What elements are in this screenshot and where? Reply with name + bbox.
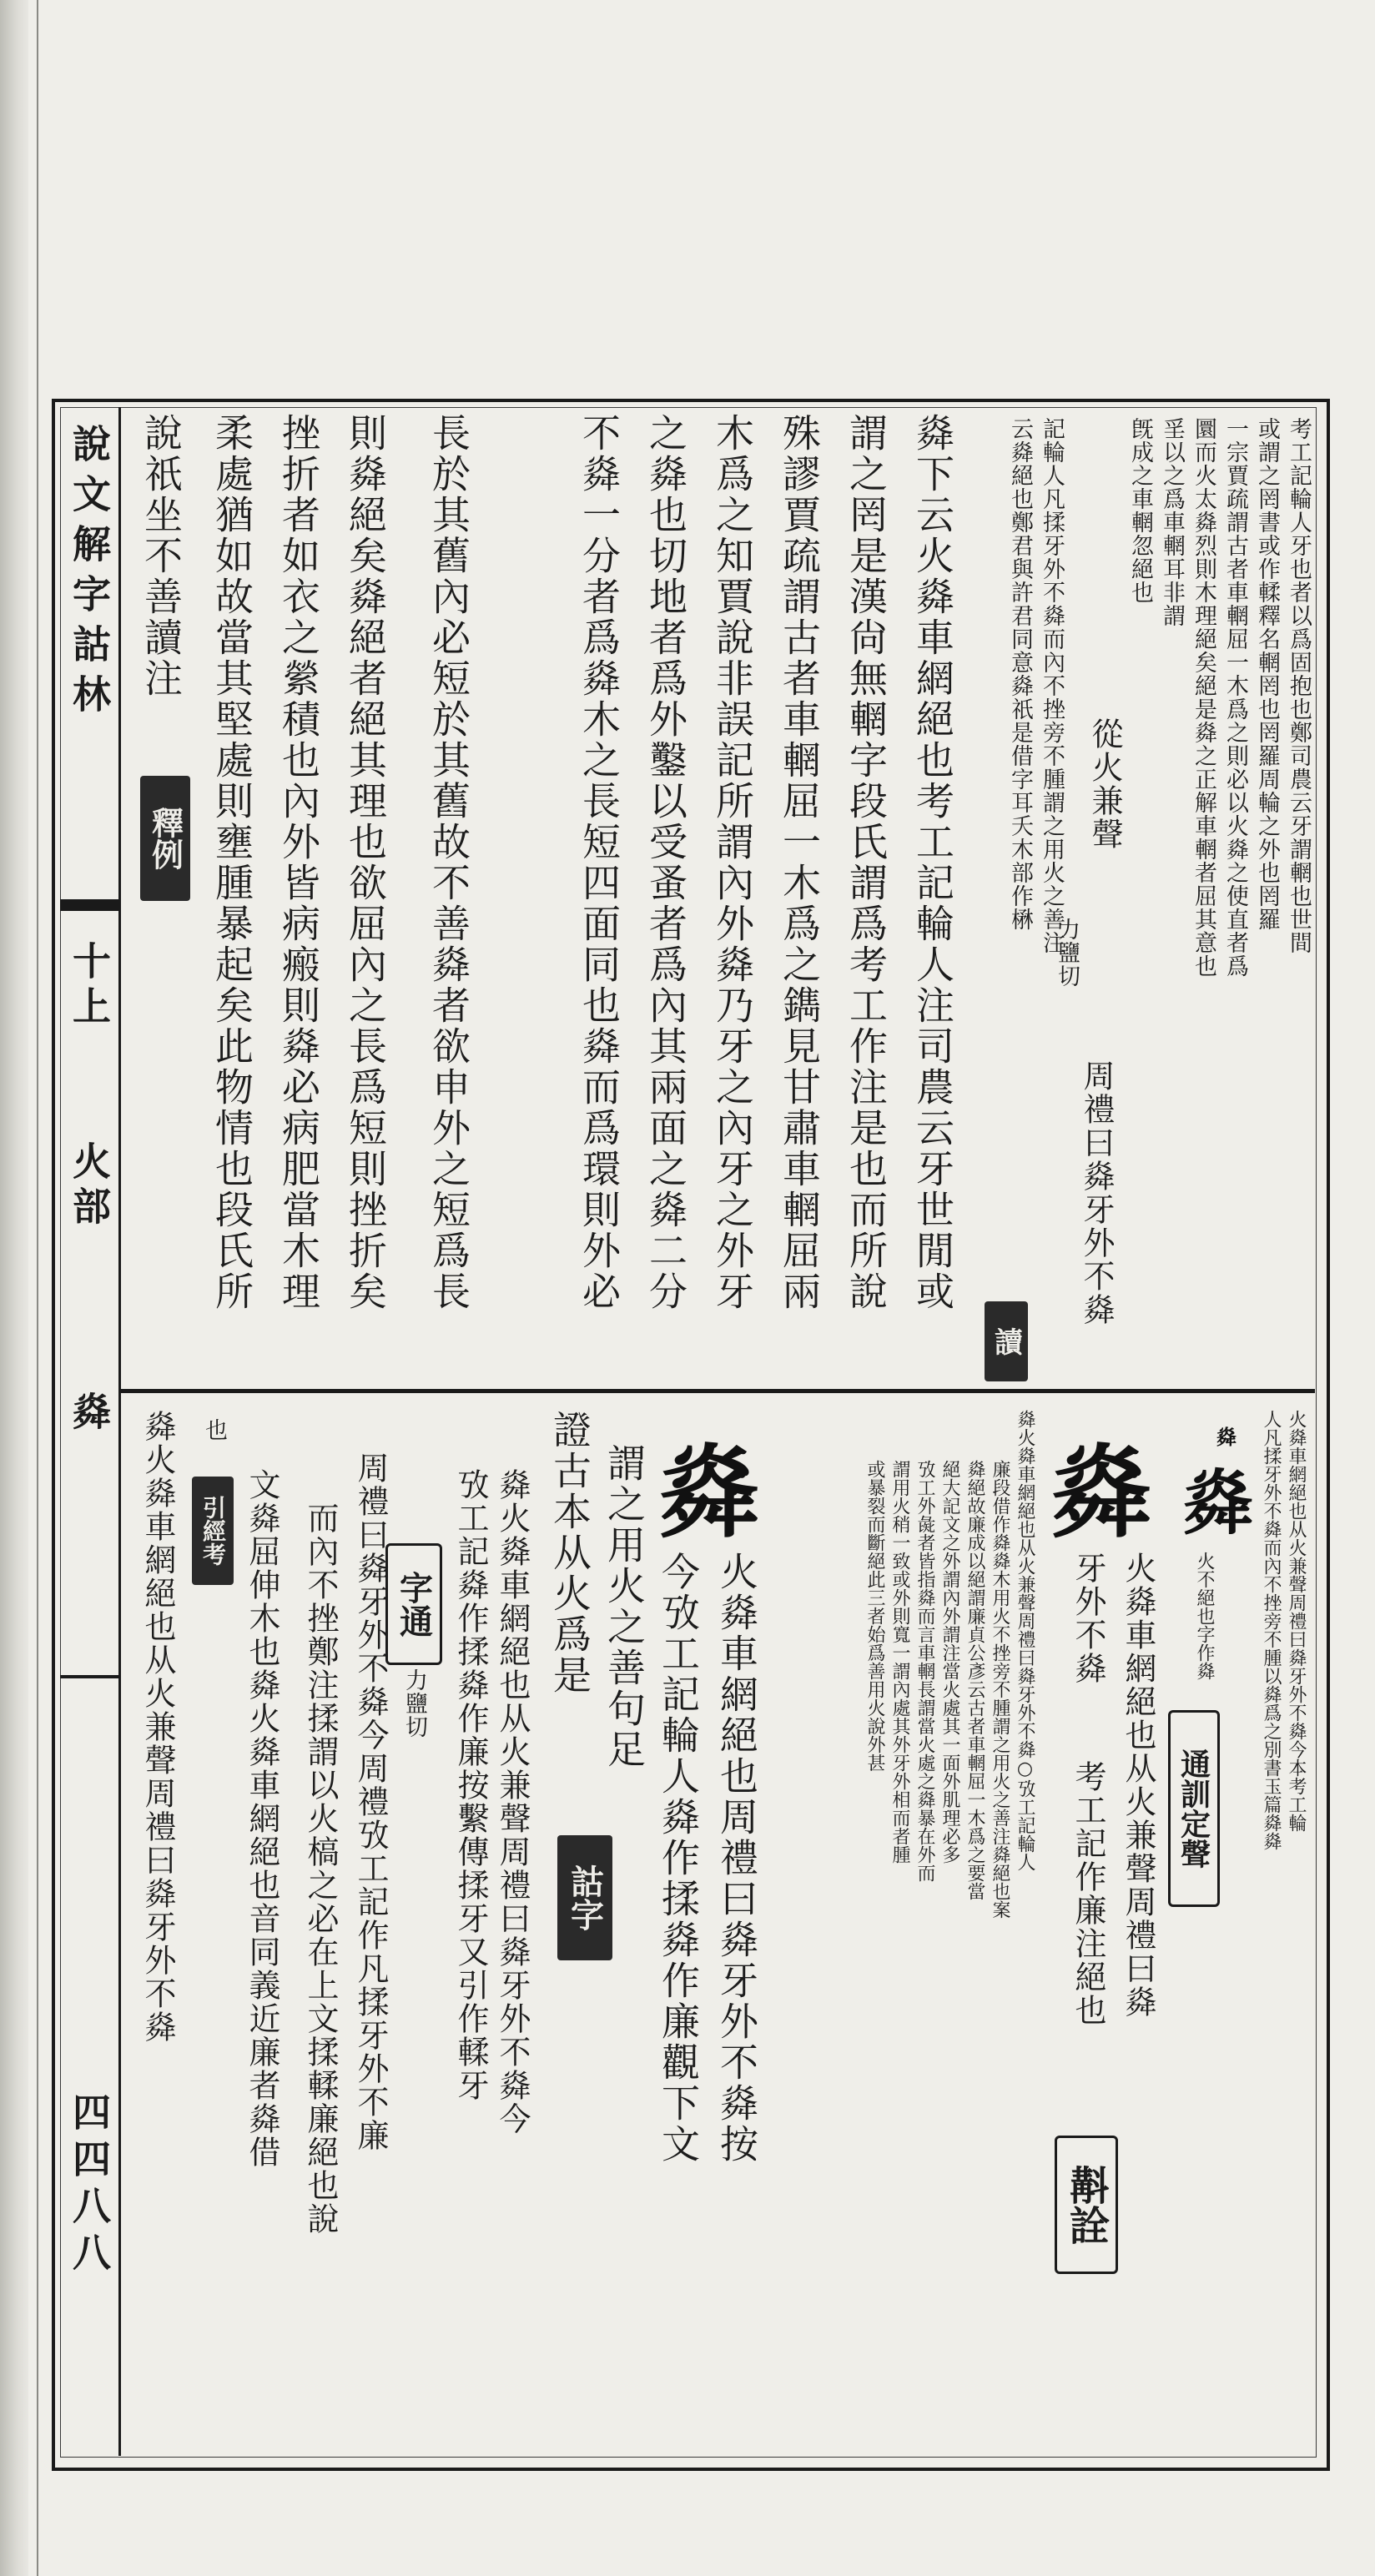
upper-note-col-8: 云㷠絕也鄭君與許君同意㷠祇是借字耳夭木部作楙 [1007,417,1033,931]
top-right-small-col-1: 火㷠車網絕也从火兼聲周禮曰㷠牙外不㷠今本考工輪 [1286,1410,1307,1832]
upper-mid-note-b: 力鹽切 [1054,918,1080,988]
page-number [60,2092,118,2279]
upper-main-col-11: 說祇坐不善讀注 [139,413,184,699]
badge-zitong-text: 字通 [394,1571,434,1638]
upper-main-col-7: 長於其舊內必短於其舊故不善㷠者欲申外之短爲長 [426,413,471,1312]
book-spine [0,0,28,2576]
upper-note-col-4: 圜而火太㷠烈則木理絕矣絕是㷠之正解車輞者屈其意也 [1191,417,1216,978]
seal-top-note: 火不絕也字作㷠 [1194,1552,1215,1680]
kuo-col-4: 證古本从火爲是 [547,1410,592,1696]
zitong-note: 力鹽切 [401,1668,427,1738]
badge-tongxun [1168,1710,1220,1907]
spine-edge-line [37,0,38,2576]
section-label-text: 十上 [67,941,112,1031]
zitong-col-2: 攷工記㷠作揉㷠作廉按繫傳揉牙又引作輮牙 [452,1468,489,2102]
upper-main-col-4: 木爲之知賈說非誤記所謂內外㷠乃牙之內牙之外牙 [710,413,755,1312]
seal-glyph-main [1043,1418,1160,1552]
dense-col-6: 謂用火稍一致或外則寬一謂內處其外牙外相而者腫 [889,1460,910,1864]
section-label [60,941,118,1031]
seal-top-small-char: 㷠 [1216,1424,1236,1449]
upper-mid-note-a: 從火兼聲 [1086,717,1123,851]
upper-main-col-3: 殊謬賈疏謂古者車輞屈一木爲之鐫見甘肅車輞屈兩 [777,413,822,1312]
upper-main-col-9: 挫折者如衣之縈積也內外皆病瘢則㷠必病肥當木理 [276,413,321,1312]
current-char-label [60,1391,118,1430]
book-title-text: 說文解字詁林 [67,424,112,724]
page-margin-column [60,407,121,2456]
jingzheng-col-1: 文㷠屈伸木也㷠火㷠車網絕也音同義近廉者㷠借 [244,1468,280,2169]
dense-col-7: 或暴裂而斷絕此三者始爲善用火說外甚 [864,1460,885,1772]
upper-note-col-5: 㸒以之爲車輞耳非謂 [1159,417,1185,627]
upper-note-col-2: 或謂之罔書或作輮釋名輞罔也罔羅周輪之外也罔羅 [1254,417,1280,931]
top-right-small-col-2: 人凡揉牙外不㷠而內不挫旁不腫以㷠爲之別書玉篇㷠㷠 [1261,1410,1282,1850]
zitong-col-1: 㷠火㷠車網絕也从火兼聲周禮曰㷠牙外不㷠今 [494,1468,531,2136]
upper-main-col-6: 不㷠一分者爲㷠木之長短四面同也㷠而爲環則外必 [577,413,622,1312]
section-divider [118,1389,1315,1393]
radical-label-text: 火部 [67,1141,112,1231]
page-number-text: 四四八八 [67,2092,112,2279]
upper-note-col-1: 考工記輪人牙也者以爲固抱也鄭司農云牙謂輞也世間 [1286,417,1312,954]
kuo-col-2: 今攷工記輪人㷠作揉㷠作廉觀下文 [656,1552,701,2165]
seal-glyph-main-char: 㷠 [1051,1434,1151,1552]
dense-col-4: 絕大記文之外謂內外謂注當火處其一面外肌理必多 [939,1460,960,1864]
zitong-col-4: 而內不挫鄭注揉謂以火槁之必在上文揉輮廉絕也說 [302,1502,339,2236]
jingzheng-lead: 也 [201,1418,227,1441]
upper-note-col-3: 一宗賈疏謂古者車輞屈一木爲之則必以火㷠之使直者爲 [1222,417,1248,978]
dense-col-2: 廉段借作㷠㷠木用火不挫旁不腫謂之用火之善注㷠絕也案 [990,1460,1010,1919]
upper-mid-note-c: 周禮曰㷠牙外不㷠 [1078,1059,1115,1326]
upper-note-col-7: 記輪人凡揉牙外不㷠而內不挫旁不腫謂之用火之善注 [1039,417,1065,954]
book-title [60,424,118,724]
upper-main-col-2: 謂之罔是漢尙無輞字段氏謂爲考工作注是也而所說 [844,413,889,1312]
badge-yinjing: 引經考 [192,1477,234,1585]
fold-mark [60,899,118,911]
definition-line-2: 牙外不㷠 [1070,1552,1106,1685]
dense-col-5: 攷工外彘者皆指㷠而言車輞長謂當火處之㷠暴在外而 [914,1460,935,1882]
badge-tongxun-text: 通訓定聲 [1176,1748,1211,1869]
seal-glyph-second-char: 㷠 [659,1434,759,1552]
badge-jijiao-text: 斠詮 [1062,2165,1110,2245]
badge-shili: 釋例 [140,776,190,901]
badge-zitong [385,1543,442,1665]
seal-top-large [1176,1452,1260,1543]
upper-main-col-10: 柔處猶如故當其堅處則壅腫暴起矣此物情也段氏所 [209,413,254,1312]
seal-top-large-char: 㷠 [1182,1461,1253,1544]
current-char-text: 㷠 [67,1391,112,1430]
radical-label [60,1141,118,1231]
badge-jijiao [1055,2136,1118,2274]
fold-mark-lower [60,1675,118,1678]
zitong-col-3: 周禮曰㷠牙外不㷠今周禮攷工記作凡揉牙外不廉 [352,1452,389,2152]
upper-note-col-6: 旣成之車輞忽絕也 [1127,417,1153,604]
definition-note: 考工記作廉注絕也 [1070,1760,1106,2027]
dense-col-3: 㷠絕故廉成以絕謂廉貞公彥云古者車輞屈一木爲之要當 [965,1460,985,1900]
upper-main-col-1: 㷠下云火㷠車網絕也考工記輪人注司農云牙世閒或 [910,413,955,1312]
kuo-col-3: 謂之用火之善句足 [602,1443,647,1770]
jingzheng-col-2: 㷠火㷠車網絕也从火兼聲周禮曰㷠牙外不㷠 [139,1410,176,2044]
dense-col-1: 㷠火㷠車網絕也从火兼聲周禮曰㷠牙外不㷠○攷工記輪人 [1015,1410,1035,1871]
definition-line: 火㷠車網絕也从火兼聲周禮曰㷠 [1120,1552,1156,2019]
kuo-col-1: 火㷠車網絕也周禮曰㷠牙外不㷠按 [714,1552,759,2165]
badge-guzi: 詁字 [557,1835,612,1960]
upper-main-col-5: 之㷠也切地者爲外鑿以受蚤者爲內其兩面之㷠二分 [643,413,688,1312]
badge-jiao: 讀 [985,1301,1028,1381]
seal-glyph-second [651,1418,768,1552]
upper-main-col-8: 則㷠絕矣㷠絕者絕其理也欲屈內之長爲短則挫折矣 [343,413,388,1312]
